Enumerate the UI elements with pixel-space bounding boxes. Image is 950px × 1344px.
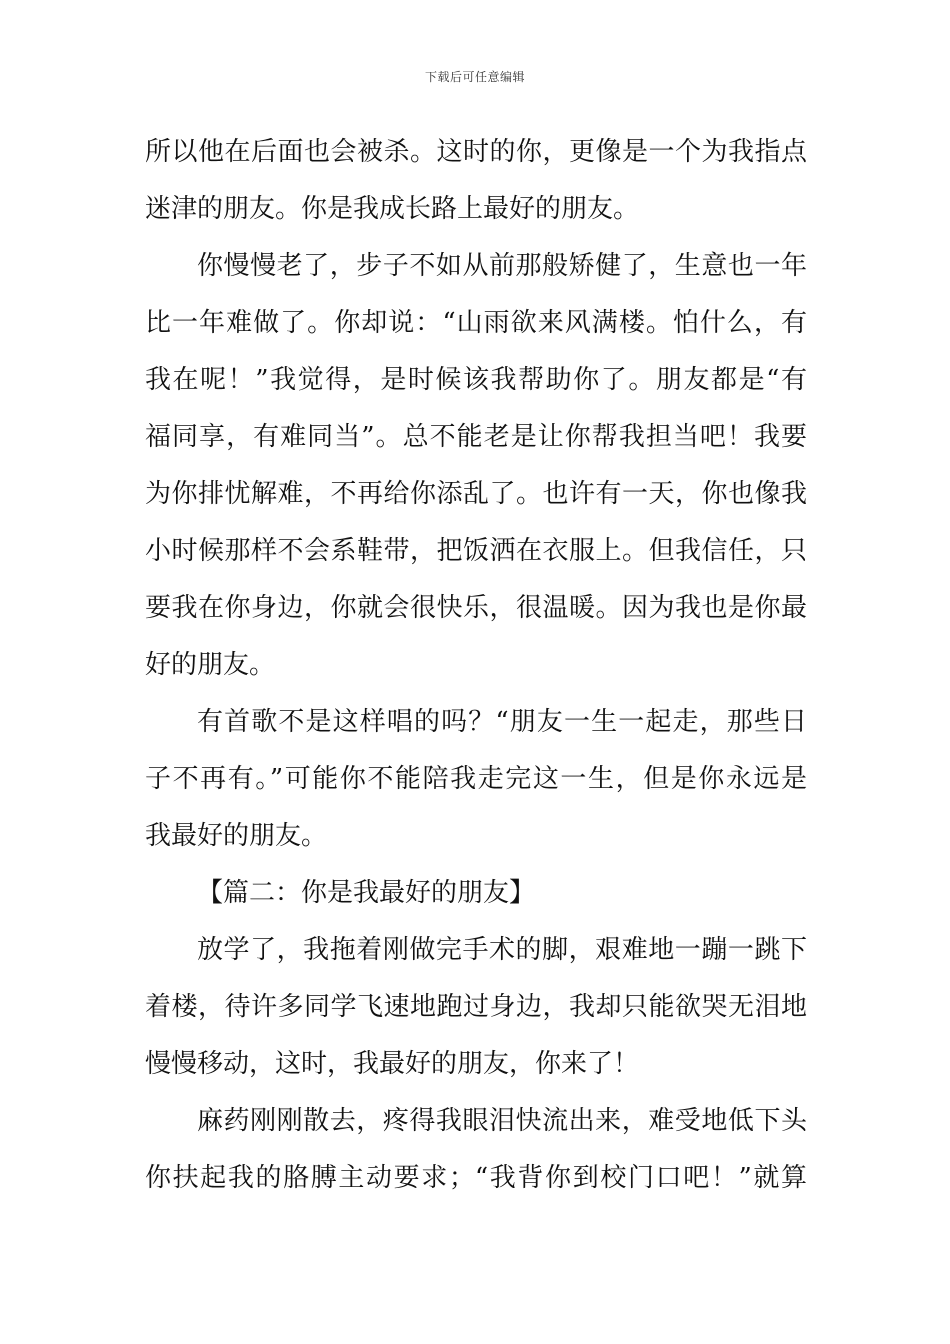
text-line: 要我在你身边，你就会很快乐，很温暖。因为我也是你最: [145, 593, 807, 623]
text-line: 放学了，我拖着刚做完手术的脚，艰难地一蹦一跳下: [197, 935, 807, 965]
text-line: 迷津的朋友。你是我成长路上最好的朋友。: [145, 194, 640, 224]
text-line: 福同享，有难同当”。总不能老是让你帮我担当吧！我要: [145, 422, 807, 452]
text-line: 所以他在后面也会被杀。这时的你，更像是一个为我指点: [145, 137, 807, 167]
text-line: 着楼，待许多同学飞速地跑过身边，我却只能欲哭无泪地: [145, 992, 807, 1022]
text-line: 慢慢移动，这时，我最好的朋友，你来了！: [145, 1049, 640, 1079]
text-line: 比一年难做了。你却说：“山雨欲来风满楼。怕什么，有: [145, 308, 807, 338]
text-line: 好的朋友。: [145, 650, 276, 680]
text-line: 你慢慢老了，步子不如从前那般矫健了，生意也一年: [197, 251, 807, 281]
text-line: 小时候那样不会系鞋带，把饭洒在衣服上。但我信任，只: [145, 536, 807, 566]
text-line: 你扶起我的胳膊主动要求；“我背你到校门口吧！”就算: [145, 1163, 807, 1193]
text-line: 有首歌不是这样唱的吗？“朋友一生一起走，那些日: [197, 707, 807, 737]
text-line: 我最好的朋友。: [145, 821, 328, 851]
text-line: 我在呢！”我觉得，是时候该我帮助你了。朋友都是“有: [145, 365, 807, 395]
section-heading: 【篇二：你是我最好的朋友】: [197, 878, 536, 908]
document-body: [145, 124, 807, 1207]
text-line: 麻药刚刚散去，疼得我眼泪快流出来，难受地低下头: [197, 1106, 807, 1136]
page-header: 下载后可任意编辑: [424, 70, 525, 84]
text-line: 子不再有。”可能你不能陪我走完这一生，但是你永远是: [145, 764, 807, 794]
text-line: 为你排忧解难，不再给你添乱了。也许有一天，你也像我: [145, 479, 807, 509]
